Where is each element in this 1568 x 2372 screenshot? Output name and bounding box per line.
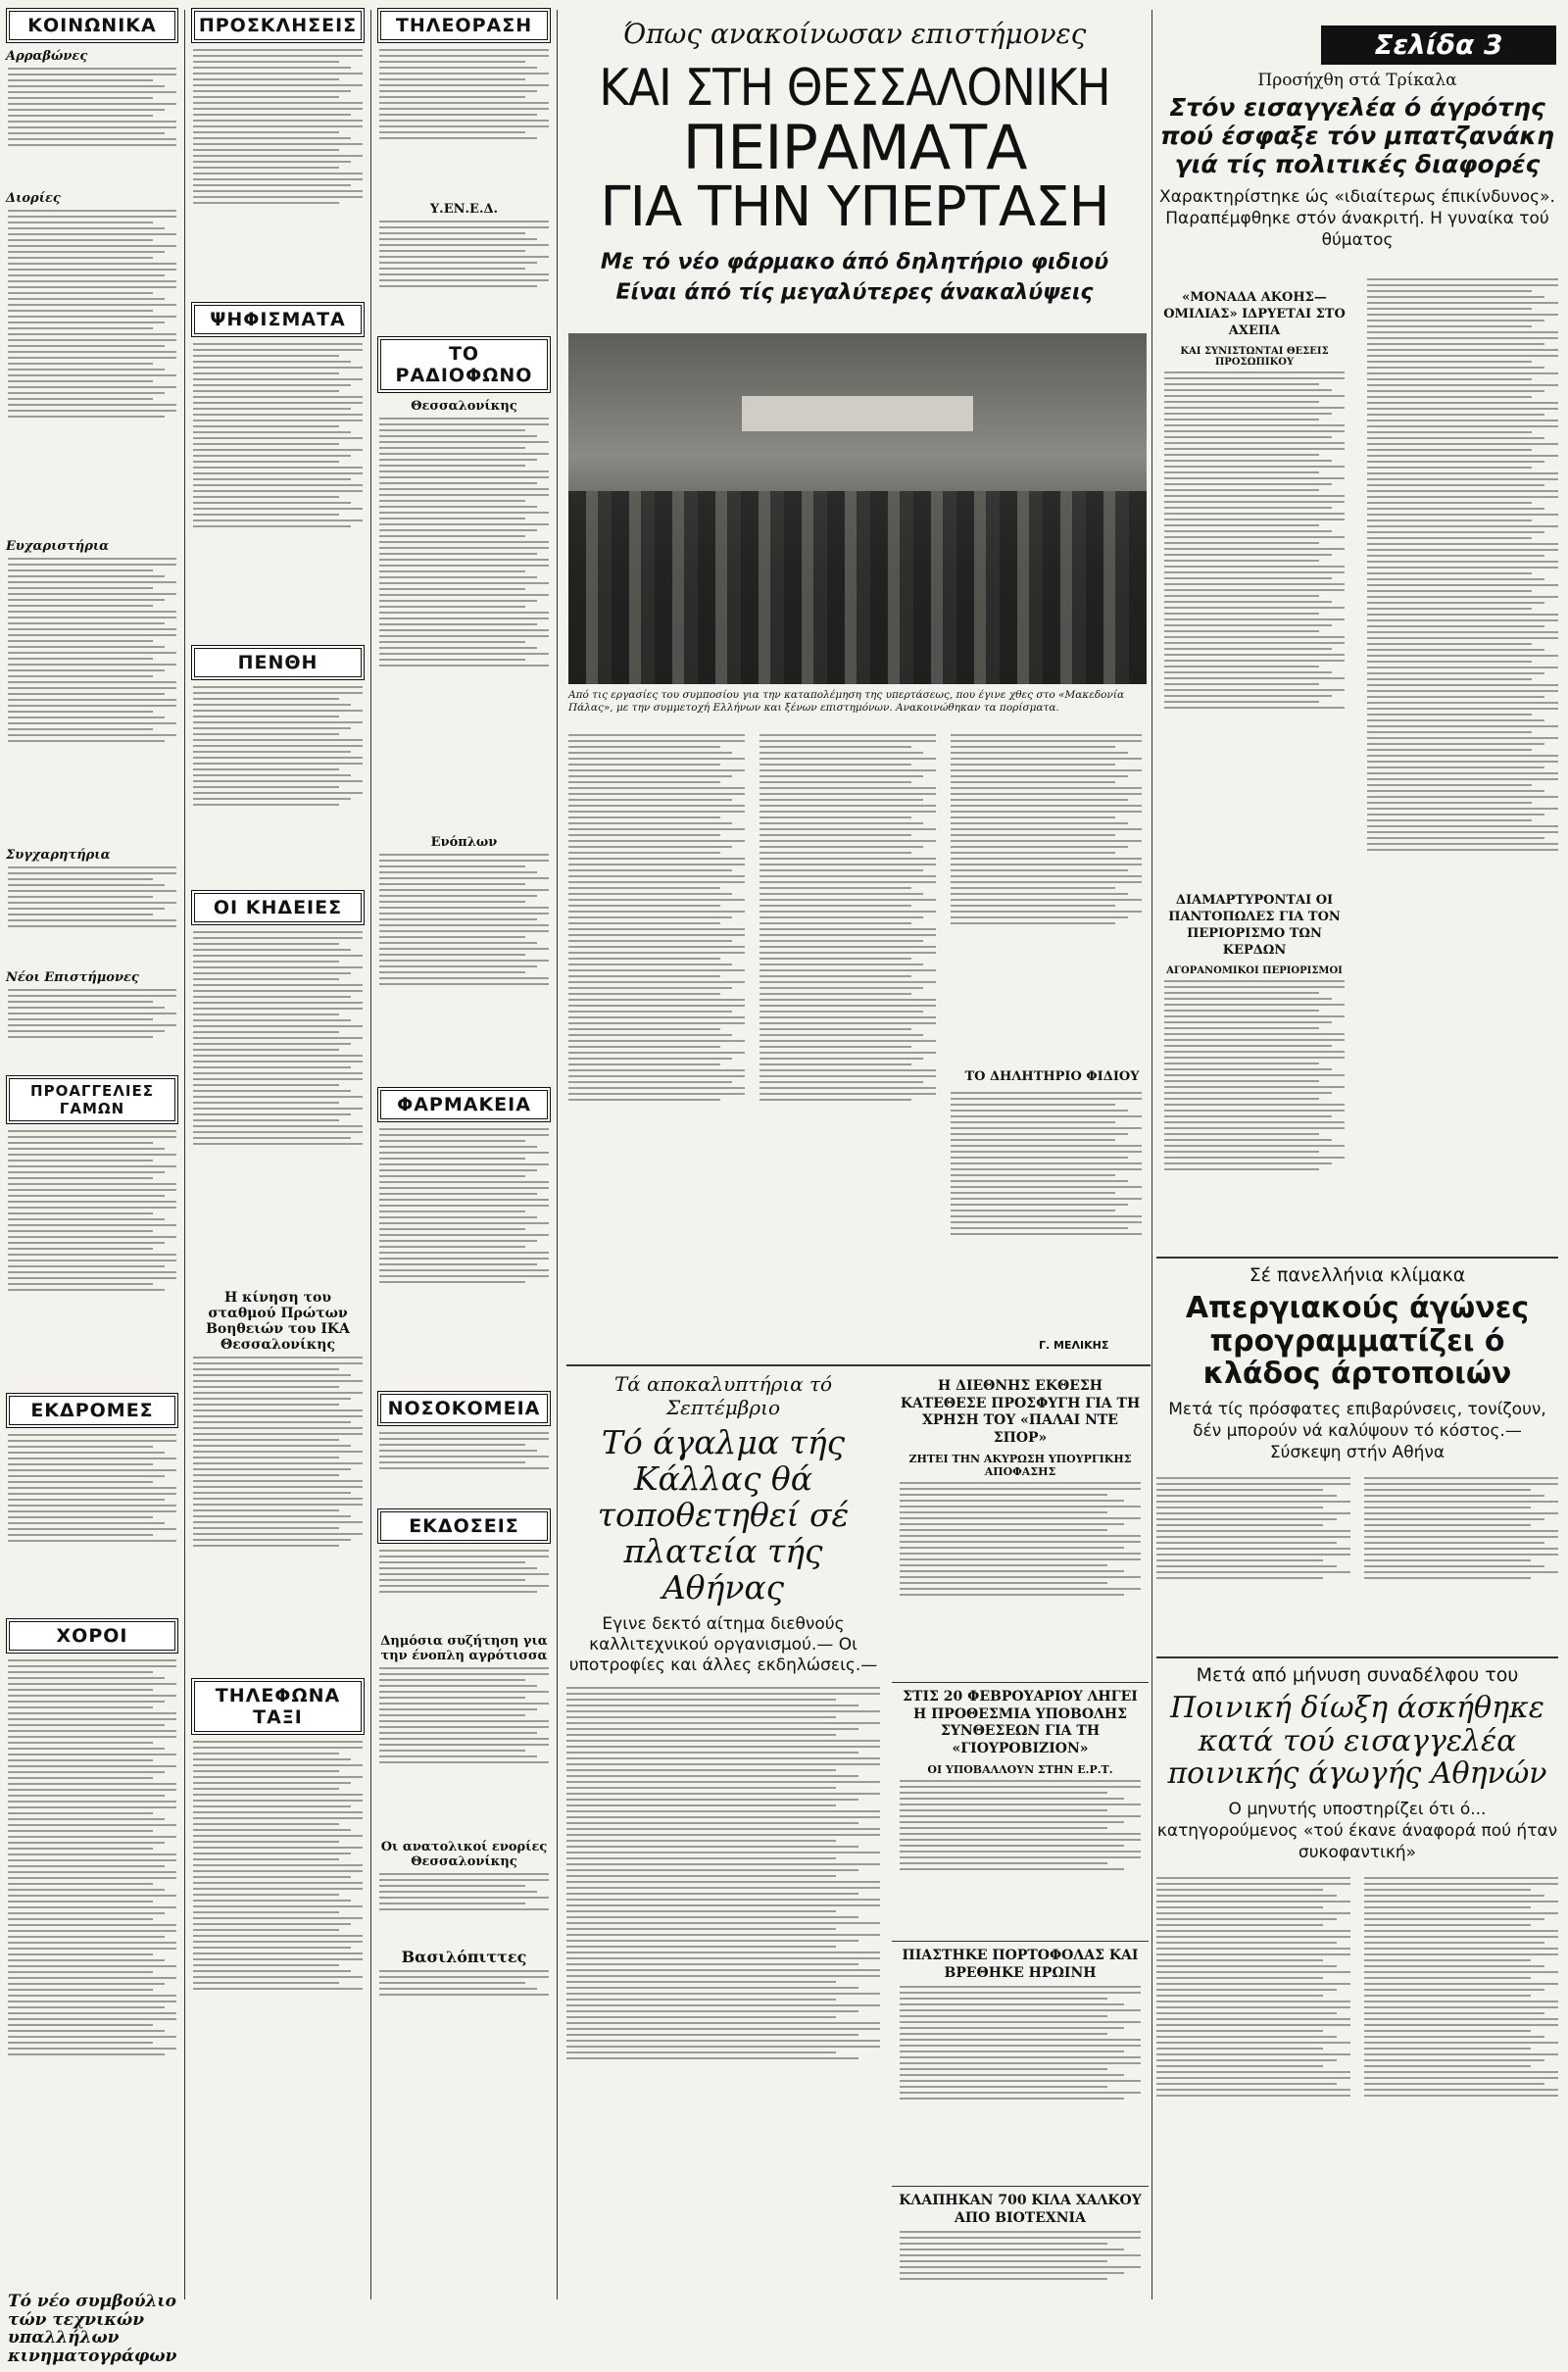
text-block — [1156, 1473, 1350, 1650]
section-head-taxi-phones: ΤΗΛΕΦΩΝΑ ΤΑΞΙ — [191, 1678, 365, 1735]
section-head-radio: ΤΟ ΡΑΔΙΟΦΩΝΟ — [377, 336, 551, 393]
divider — [1156, 1257, 1558, 1259]
section-head-excursions: ΕΚΔΡΟΜΕΣ — [6, 1393, 178, 1428]
section-head-social: ΚΟΙΝΩΝΙΚΑ — [6, 8, 178, 43]
text-block — [193, 931, 363, 1284]
subhead-new-scientists: Νέοι Επιστήμονες — [6, 970, 139, 985]
text-block — [8, 210, 176, 533]
text-block — [379, 49, 549, 196]
divider — [892, 1941, 1149, 1942]
subhead-parishes: Οι ανατολικοί ενορίες Θεσσαλονίκης — [380, 1840, 548, 1869]
section-head-television: ΤΗΛΕΟΡΑΣΗ — [377, 8, 551, 43]
page-number-badge: Σελίδα 3 — [1321, 25, 1556, 65]
trikala-kicker: Προσήχθη στά Τρίκαλα — [1257, 71, 1457, 90]
text-block — [1364, 1473, 1558, 1650]
subhead-engagements: Αρραβώνες — [6, 49, 88, 64]
main-headline-1: ΚΑΙ ΣΤΗ ΘΕΣΣΑΛΟΝΙΚΗ — [599, 59, 1110, 118]
wallet-headline: ΠΙΑΣΤΗΚΕ ΠΟΡΤΟΦΟΛΑΣ ΚΑΙ ΒΡΕΘΗΚΕ ΗΡΩΙΝΗ — [902, 1948, 1139, 1981]
callas-subhead: Εγινε δεκτό αίτημα διεθνούς καλλιτεχνικού οργανισμού.— Οι υποτροφίες και άλλες εκδηλώσεις.— — [568, 1613, 878, 1676]
eurovision-subhead: ΟΙ ΥΠΟΒΑΛΛΟΥΝ ΣΤΗΝ Ε.Ρ.Τ. — [927, 1763, 1113, 1776]
text-block — [193, 686, 363, 882]
subhead-vasilopites: Βασιλόπιττες — [401, 1948, 527, 1966]
subhead-cinema-union: Τό νέο συμβούλιο τών τεχνικών υπαλλήλων κινηματογράφων — [8, 2292, 177, 2367]
subhead-yened: Υ.ΕΝ.Ε.Δ. — [429, 202, 499, 217]
text-block — [193, 343, 363, 637]
section-head-dances: ΧΟΡΟΙ — [6, 1618, 178, 1654]
text-block — [1164, 980, 1345, 1304]
subhead-thanks: Ευχαριστήρια — [6, 539, 110, 554]
text-block — [379, 1128, 549, 1383]
text-block — [8, 1659, 176, 2287]
text-block — [900, 1780, 1141, 1937]
grocers-subhead: ΑΓΟΡΑΝΟΜΙΚΟΙ ΠΕΡΙΟΡΙΣΜΟΙ — [1166, 964, 1343, 976]
text-block — [951, 1088, 1142, 1333]
text-block — [1364, 1873, 1558, 2246]
callas-headline: Τό άγαλμα τής Κάλλας θά τοποθετηθεί σέ πλατεία τής Αθήνας — [597, 1423, 850, 1606]
text-block — [8, 558, 176, 842]
subhead-public-discussion: Δημόσια συζήτηση για την ένοπλη αγρότισσα — [380, 1634, 548, 1663]
text-block — [8, 1434, 176, 1610]
prosecution-headline: Ποινική δίωξη άσκήθηκε κατά τού εισαγγελέα ποινικής άγωγής Αθηνών — [1167, 1691, 1547, 1792]
text-block — [566, 1687, 880, 2314]
grocers-story — [1156, 887, 1352, 1304]
section-head-hospitals: ΝΟΣΟΚΟΜΕΙΑ — [377, 1391, 551, 1426]
text-block — [8, 68, 176, 185]
fair-subhead: ΖΗΤΕΙ ΤΗΝ ΑΚΥΡΩΣΗ ΥΠΟΥΡΓΙΚΗΣ ΑΠΟΦΑΣΗΣ — [908, 1453, 1132, 1478]
bakers-kicker: Σέ πανελλήνια κλίμακα — [1249, 1264, 1466, 1286]
section-head-invitations: ΠΡΟΣΚΛΗΣΕΙΣ — [191, 8, 365, 43]
main-headline-3: ΓΙΑ ΤΗΝ ΥΠΕΡΤΑΣΗ — [600, 174, 1109, 239]
section-head-publications: ΕΚΔΟΣΕΙΣ — [377, 1508, 551, 1544]
text-block — [568, 730, 745, 1358]
section-head-weddings: ΠΡΟΑΓΓΕΛΙΕΣ ΓΑΜΩΝ — [6, 1075, 178, 1124]
divider — [892, 1682, 1149, 1683]
bakers-headline: Απεργιακούς άγώνες προγραμματίζει ό κλάδος άρτοποιών — [1185, 1291, 1530, 1392]
prosecution-subhead: Ο μηνυτής υποστηρίζει ότι ό... κατηγορούμενος «τού έκανε άναφορά πού ήταν συκοφαντική» — [1156, 1799, 1558, 1862]
prosecution-kicker: Μετά από μήνυση συναδέλφου του — [1196, 1664, 1519, 1686]
text-block — [379, 854, 549, 1079]
divider — [1156, 1656, 1558, 1658]
column-invitations — [185, 0, 370, 2152]
text-block — [1367, 274, 1558, 1245]
grocers-headline: ΔΙΑΜΑΡΤΥΡΟΝΤΑΙ ΟΙ ΠΑΝΤΟΠΩΛΕΣ ΓΙΑ ΤΟΝ ΠΕΡΙΟΡΙΣΜΟ ΤΩΝ ΚΕΡΔΩΝ — [1168, 893, 1341, 958]
main-headline-2: ΠΕΙΡΑΜΑΤΑ — [682, 111, 1027, 183]
byline: Γ. ΜΕΛΙΚΗΣ — [1039, 1339, 1109, 1352]
main-subhead-1: Με τό νέο φάρμακο άπό δηλητήριο φιδιού — [600, 250, 1109, 275]
fair-headline: Η ΔΙΕΘΝΗΣ ΕΚΘΕΣΗ ΚΑΤΕΘΕΣΕ ΠΡΟΣΦΥΓΗ ΓΙΑ ΤΗ ΧΡΗΣΗ ΤΟΥ «ΠΑΛΑΙ ΝΤΕ ΣΠΟΡ» — [900, 1378, 1141, 1446]
union-subhead: ΚΑΙ ΣΥΝΙΣΤΩΝΤΑΙ ΘΕΣΕΙΣ ΠΡΟΣΩΠΙΚΟΥ — [1180, 345, 1329, 368]
text-block — [900, 1986, 1141, 2182]
text-block — [8, 989, 176, 1067]
bakers-story — [1156, 1264, 1558, 1650]
section-head-resolutions: ΨΗΦΙΣΜΑΤΑ — [191, 302, 365, 337]
bakers-subhead: Μετά τίς πρόσφατες επιβαρύνσεις, τονίζουν, δέν μπορούν νά καλύψουν τό κόστος.— Σύσκεψη στήν Αθήνα — [1168, 1399, 1546, 1462]
text-block — [379, 1873, 549, 1942]
section-head-mourning: ΠΕΝΘΗ — [191, 645, 365, 680]
copper-headline: ΚΛΑΠΗΚΑΝ 700 ΚΙΛΑ ΧΑΛΚΟΥ ΑΠΟ ΒΙΟΤΕΧΝΙΑ — [899, 2193, 1142, 2226]
text-block — [379, 1667, 549, 1834]
briefs-column — [892, 1372, 1149, 2319]
text-block — [951, 730, 1142, 1054]
subhead-armed-forces: Ενόπλων — [430, 835, 498, 850]
text-block — [1164, 371, 1345, 940]
subhead-congratulations: Συγχαρητήρια — [6, 848, 111, 863]
eurovision-headline: ΣΤΙΣ 20 ΦΕΒΡΟΥΑΡΙΟΥ ΛΗΓΕΙ Η ΠΡΟΘΕΣΜΙΑ ΥΠΟΒΟΛΗΣ ΣΥΝΘΕΣΕΩΝ ΓΙΑ ΤΗ «ΓΙΟΥΡΟΒΙΖΙΟΝ» — [903, 1689, 1138, 1756]
subhead-snake-venom: ΤΟ ΔΗΛΗΤΗΡΙΟ ΦΙΔΙΟΥ — [964, 1069, 1140, 1084]
trikala-story — [1156, 71, 1558, 252]
photo-caption: Από τις εργασίες του συμποσίου για την καταπολέμηση της υπερτάσεως, που έγινε χθες στο «Μακεδονία Πάλας», με την συμμετοχή Ελλήνων και ξένων επιστημόνων. Ανακοινώθηκαν τα πορίσματα. — [568, 689, 1125, 715]
trikala-headline: Στόν εισαγγελέα ό άγρότης πού έσφαξε τόν μπατζανάκη γιά τίς πολιτικές διαφορές — [1160, 93, 1554, 178]
divider — [566, 1364, 1151, 1366]
photo-audience-shape — [568, 491, 1147, 684]
text-block — [900, 2231, 1141, 2319]
text-block — [8, 1130, 176, 1385]
text-block — [193, 1741, 363, 2152]
union-story — [1156, 284, 1352, 940]
text-block — [900, 1482, 1141, 1678]
text-block — [8, 866, 176, 964]
divider — [892, 2186, 1149, 2187]
text-block — [379, 1432, 549, 1501]
prosecution-story — [1156, 1664, 1558, 2246]
section-head-funerals: ΟΙ ΚΗΔΕΙΕΣ — [191, 890, 365, 925]
text-block — [379, 1970, 549, 2019]
column-social — [0, 0, 184, 2372]
callas-story — [566, 1372, 880, 2314]
trikala-subhead: Χαρακτηρίστηκε ώς «ιδιαίτερως έπικίνδυνος». Παραπέμφθηκε στόν άνακριτή. Η γυναίκα τού θύματος — [1159, 187, 1555, 251]
subhead-thessaloniki: Θεσσαλονίκης — [411, 399, 517, 414]
text-block — [379, 418, 549, 829]
subhead-ika-station: Η κίνηση του σταθμού Πρώτων Βοηθειών του ΙΚΑ Θεσσαλονίκης — [206, 1290, 350, 1353]
subhead-corrections: Διορίες — [6, 191, 61, 206]
column-broadcast — [371, 0, 557, 2019]
section-head-pharmacies: ΦΑΡΜΑΚΕΙΑ — [377, 1087, 551, 1122]
symposium-photo — [568, 333, 1147, 684]
main-kicker: Όπως ανακοίνωσαν επιστήμονες — [622, 18, 1087, 50]
callas-kicker: Τά αποκαλυπτήρια τό Σεπτέμβριο — [613, 1372, 833, 1419]
column-rule — [557, 10, 558, 2299]
text-block — [193, 49, 363, 294]
text-block — [379, 1550, 549, 1628]
text-block — [379, 221, 549, 328]
photo-banner-shape — [742, 396, 973, 431]
union-headline: «ΜΟΝΑΔΑ ΑΚΟΗΣ—ΟΜΙΛΙΑΣ» ΙΔΡΥΕΤΑΙ ΣΤΟ ΑΧΕΠΑ — [1163, 290, 1346, 338]
main-story — [561, 0, 1149, 305]
main-subhead-2: Είναι άπό τίς μεγαλύτερες άνακαλύψεις — [615, 280, 1094, 306]
text-block — [193, 1357, 363, 1670]
text-block — [760, 730, 936, 1358]
text-block — [1156, 1873, 1350, 2246]
